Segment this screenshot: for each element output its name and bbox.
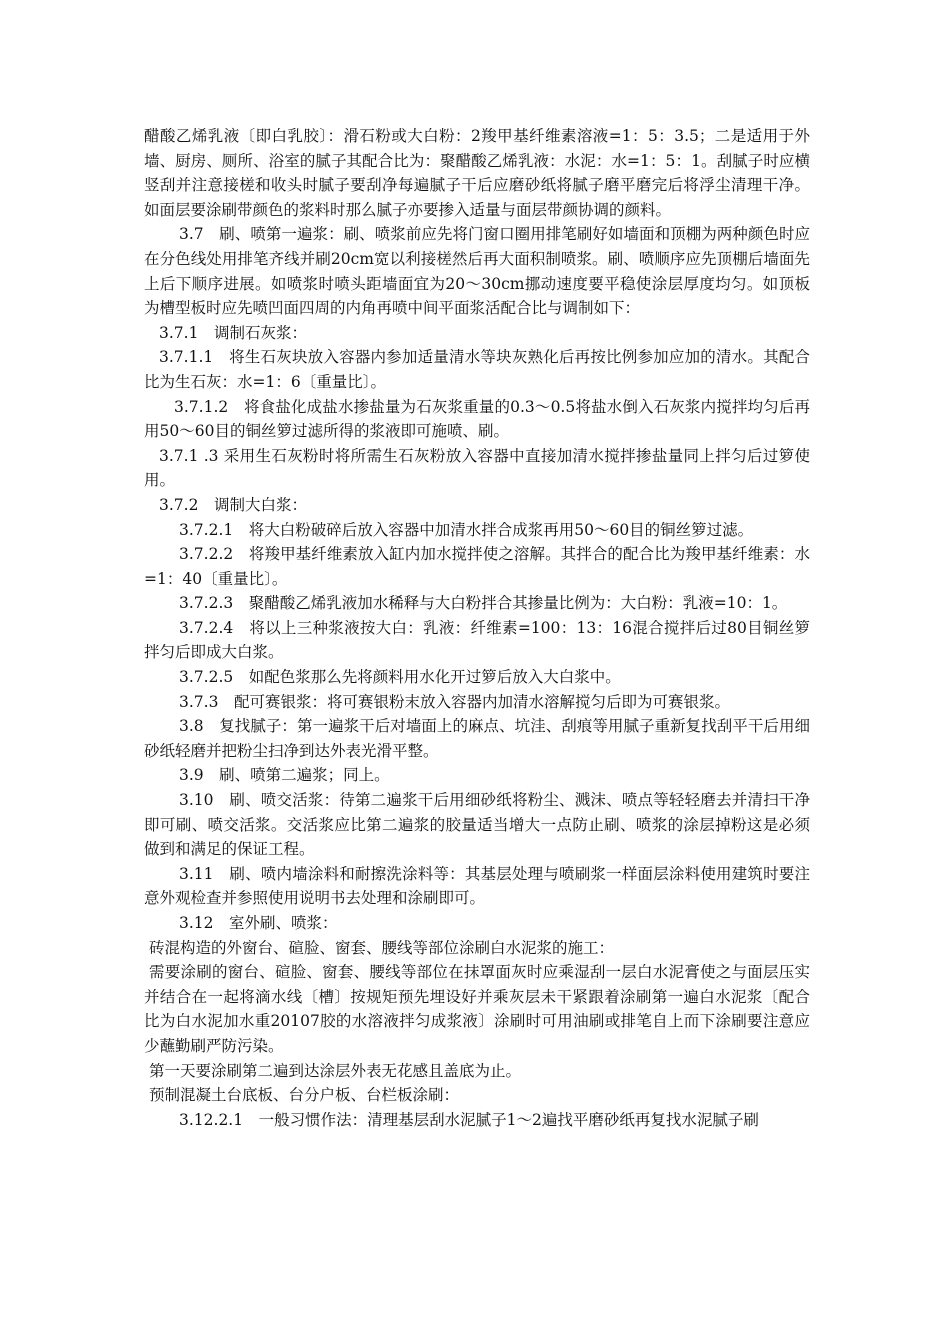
heading-3-12: 3.12 室外刷、喷浆：: [179, 914, 338, 932]
paragraph-3-11: 3.11 刷、喷内墙涂料和耐擦洗涂料等：其基层处理与喷刷浆一样面层涂料使用建筑时要注意外观检查并参照使用说明书去处理和涂刷即可。: [144, 864, 810, 908]
paragraph-white-cement: 需要涂刷的窗台、碹脸、窗套、腰线等部位在抹罩面灰时应乘湿刮一层白水泥膏使之与面层压实并结合在一起将滴水线〔槽〕按规矩预先埋设好并乘灰层未干紧跟着涂刷第一遍白水泥浆〔配合比为白水泥加水重20107胶的水溶液拌匀成浆液〕涂刷时可用油刷或排笔自上而下涂刷要注意应少蘸勤刷严防污染。: [144, 963, 810, 1055]
paragraph-putty-mix: 醋酸乙烯乳液〔即白乳胶〕：滑石粉或大白粉：2羧甲基纤维素溶液=1：5：3.5；二是适用于外墙、厨房、厕所、浴室的腻子其配合比为：聚醋酸乙烯乳液：水泥：水=1：5：1。刮腻子时应横竖刮并注意接槎和收头时腻子要刮净每遍腻子干后应磨砂纸将腻子磨平磨完后将浮尘清理干净。如面层要涂刷带颜色的浆料时那么腻子亦要掺入适量与面层带颜协调的颜料。: [144, 127, 810, 219]
paragraph-3-7-1-2: 3.7.1.2 将食盐化成盐水掺盐量为石灰浆重量的0.3～0.5将盐水倒入石灰浆内搅拌均匀后再用50～60目的铜丝箩过滤所得的浆液即可施喷、刷。: [144, 397, 810, 441]
heading-3-7-1: 3.7.1 调制石灰浆：: [159, 323, 307, 342]
paragraph-3-8: 3.8 复找腻子：第一遍浆干后对墙面上的麻点、坑洼、刮痕等用腻子重新复找刮平干后用细砂纸轻磨并把粉尘扫净到达外表光滑平整。: [144, 717, 810, 760]
paragraph-3-7-2-3: 3.7.2.3 聚醋酸乙烯乳液加水稀释与大白粉拌合其掺量比例为：大白粉：乳液=10：1。: [179, 594, 788, 613]
paragraph-3-10: 3.10 刷、喷交活浆：待第二遍浆干后用细砂纸将粉尘、溅沫、喷点等轻轻磨去并清扫干净即可刷、喷交活浆。交活浆应比第二遍浆的胶量适当增大一点防止刷、喷浆的涂层掉粉这是必须做到和满足的保证工程。: [144, 791, 810, 859]
paragraph-3-9: 3.9 刷、喷第二遍浆；同上。: [179, 766, 390, 785]
paragraph-3-7-1-1: 3.7.1.1 将生石灰块放入容器内参加适量清水等块灰熟化后再按比例参加应加的清水。其配合比为生石灰：水=1：6〔重量比〕。: [144, 348, 810, 391]
paragraph-3-7-3: 3.7.3 配可赛银浆：将可赛银粉末放入容器内加清水溶解搅匀后即为可赛银浆。: [179, 692, 730, 711]
paragraph-3-7-1-3: 3.7.1 .3 采用生石灰粉时将所需生石灰粉放入容器中直接加清水搅拌掺盐量同上拌匀后过箩使用。: [144, 446, 810, 490]
paragraph-3-7: 3.7 刷、喷第一遍浆：刷、喷浆前应先将门窗口圈用排笔刷好如墙面和顶棚为两种颜色时应在分色线处用排笔齐线并刷20cm宽以利接槎然后再大面积制喷浆。刷、喷顺序应先顶棚后墙面先上后下顺序进展。如喷浆时喷头距墙面宜为20～30cm挪动速度要平稳使涂层厚度均匀。如顶板为槽型板时应先喷凹面四周的内角再喷中间平面浆活配合比与调制如下：: [144, 225, 810, 318]
paragraph-3-7-2-2: 3.7.2.2 将羧甲基纤维素放入缸内加水搅拌使之溶解。其拌合的配合比为羧甲基纤维素：水=1：40〔重量比〕。: [144, 545, 810, 588]
paragraph-3-7-2-1: 3.7.2.1 将大白粉破碎后放入容器中加清水拌合成浆再用50～60目的铜丝箩过滤。: [179, 520, 754, 539]
paragraph-precast-slab: 预制混凝土台底板、台分户板、台栏板涂刷：: [149, 1086, 460, 1105]
document-page: [144, 124, 810, 1132]
paragraph-brick-structure: 砖混构造的外窗台、碹脸、窗套、腰线等部位涂刷白水泥浆的施工：: [149, 938, 615, 957]
paragraph-3-12-2-1: 3.12.2.1 一般习惯作法：清理基层刮水泥腻子1～2遍找平磨砂纸再复找水泥腻子刷: [179, 1110, 759, 1129]
heading-3-7-2: 3.7.2 调制大白浆：: [159, 495, 307, 514]
paragraph-3-7-2-4: 3.7.2.4 将以上三种浆液按大白：乳液：纤维素=100：13：16混合搅拌后过80目铜丝箩拌匀后即成大白浆。: [144, 618, 810, 662]
paragraph-second-coat: 第一天要涂刷第二遍到达涂层外表无花感且盖底为止。: [149, 1061, 522, 1080]
paragraph-3-7-2-5: 3.7.2.5 如配色浆那么先将颜料用水化开过箩后放入大白浆中。: [179, 668, 621, 687]
